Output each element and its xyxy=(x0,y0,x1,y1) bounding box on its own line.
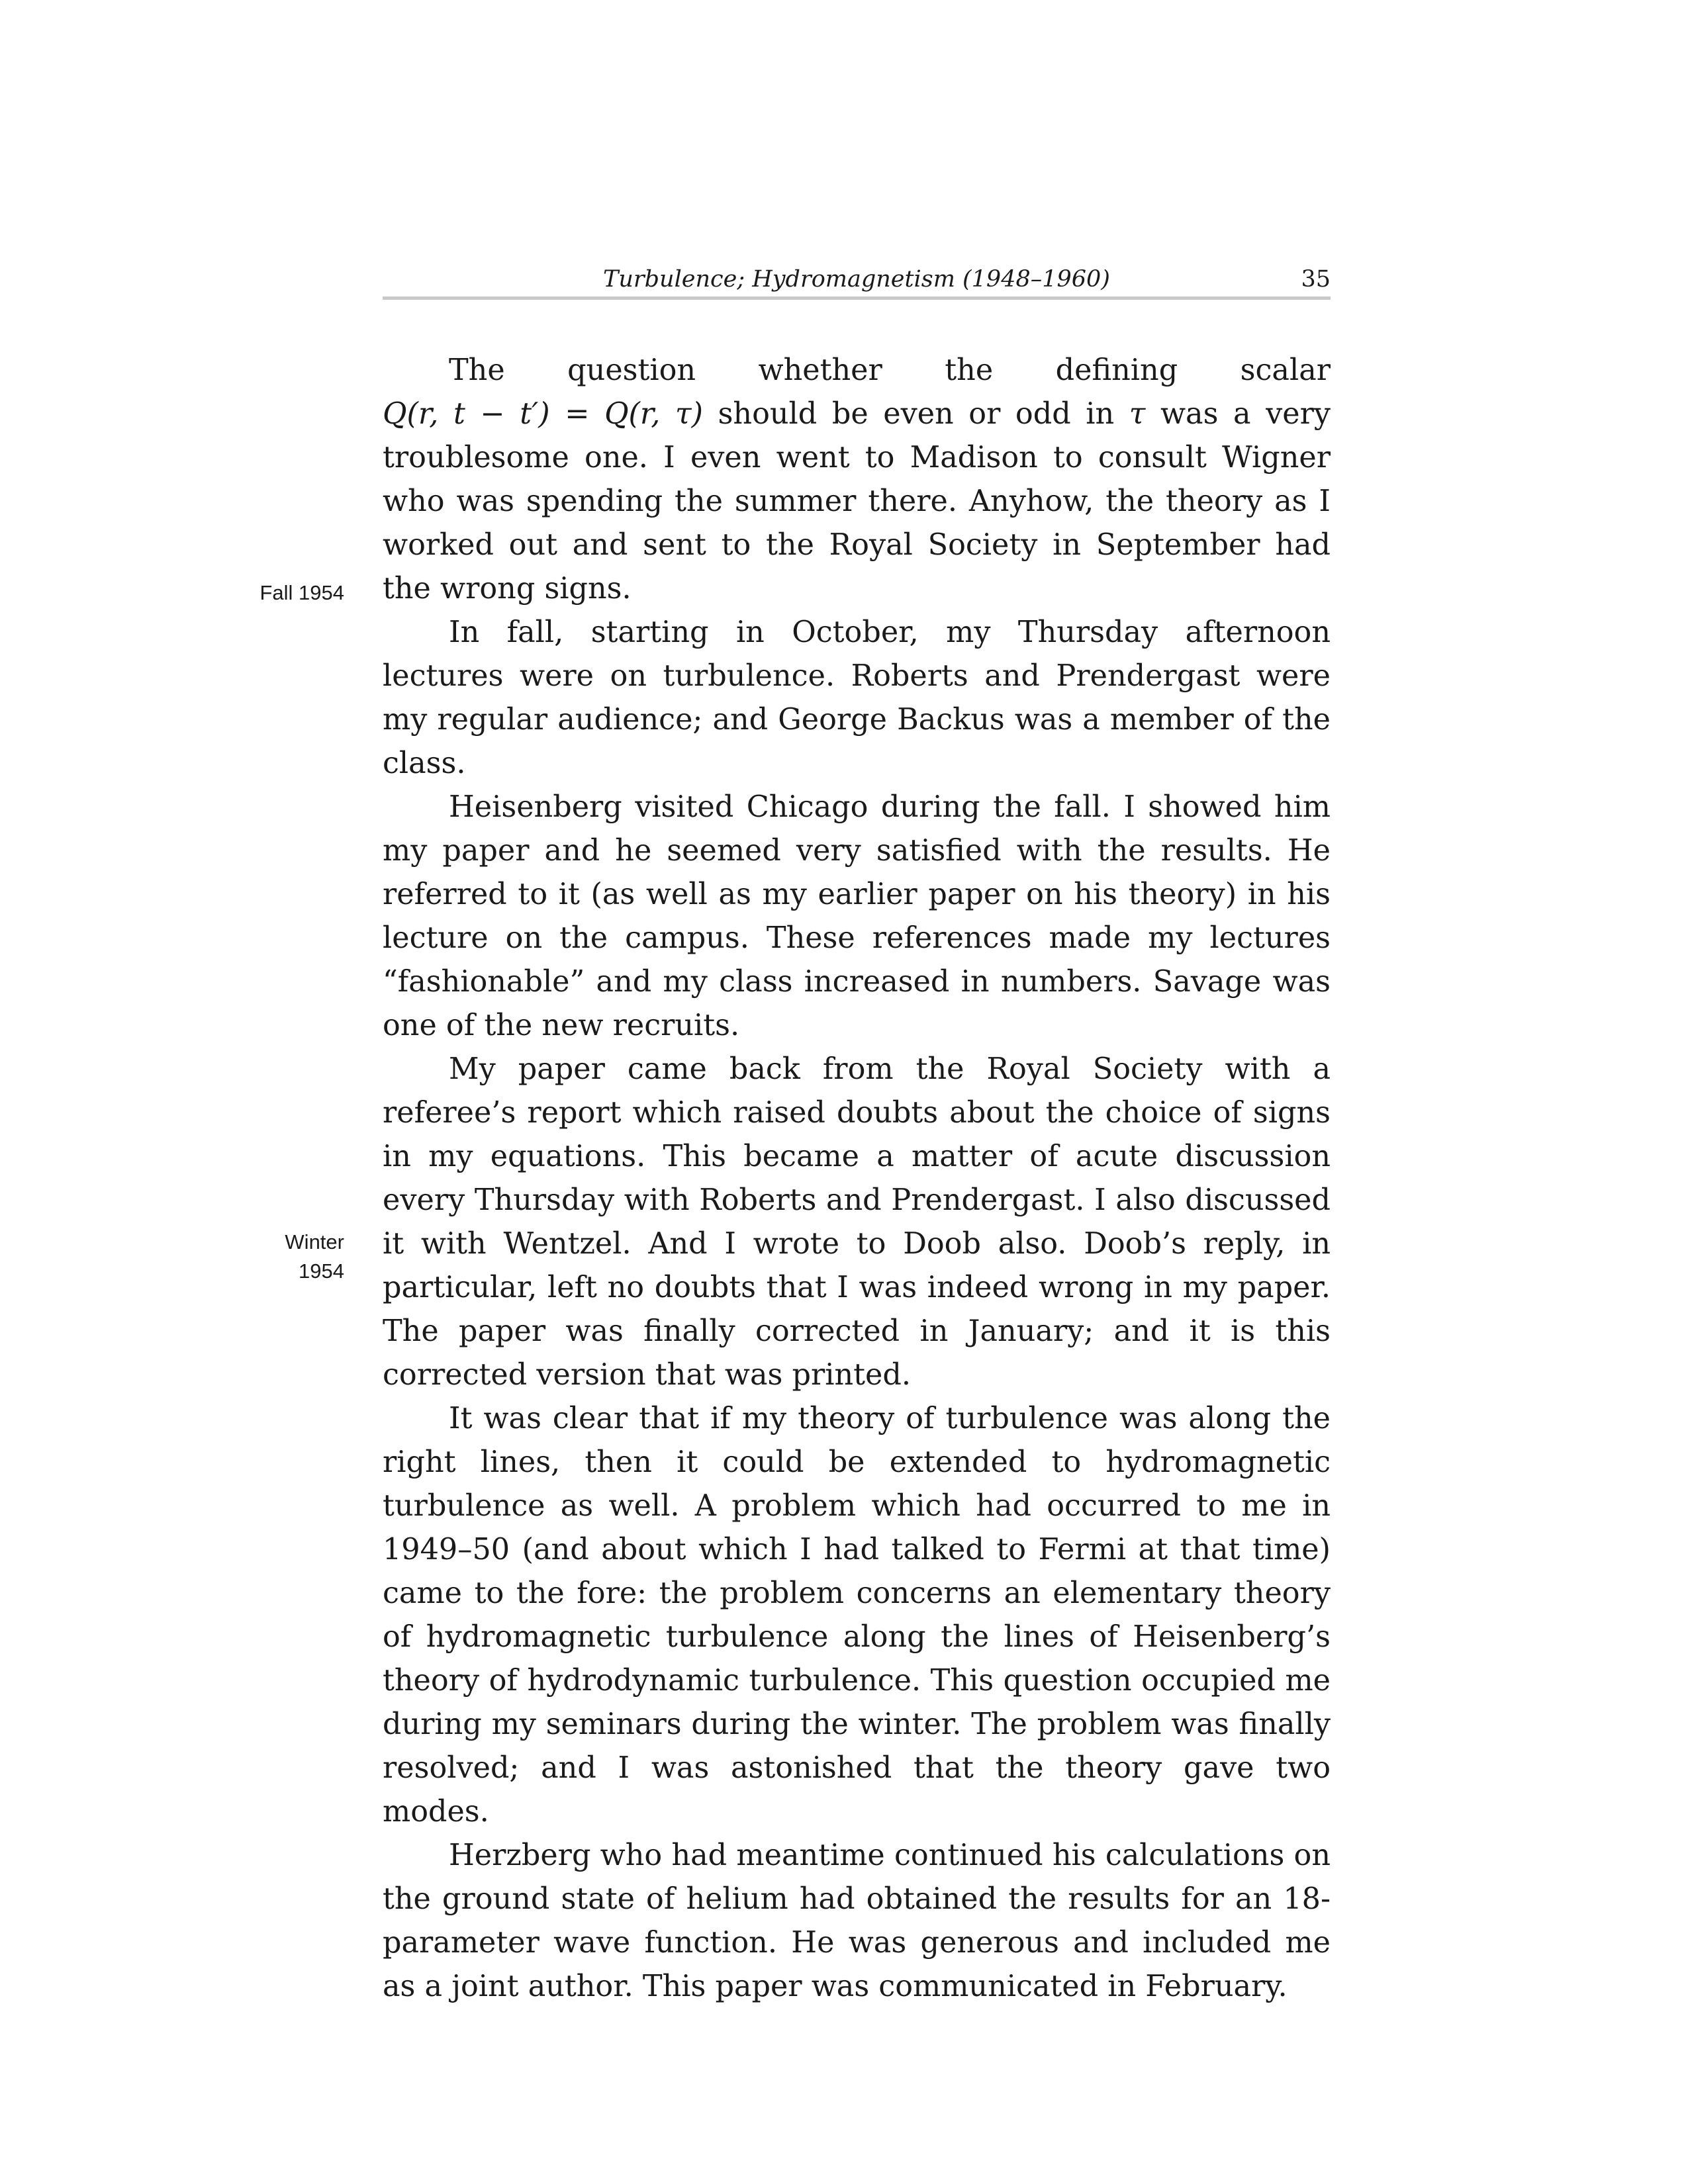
margin-note-fall-1954: Fall 1954 xyxy=(259,581,344,604)
math-tau: τ xyxy=(1129,397,1146,431)
paragraph-5: It was clear that if my theory of turbulence was along the right lines, then it could be extended to hydromagnetic turbulence as well. A problem which had occurred to me in 1949–50 (and about which I had talked to Fermi at that time) came to the fore: the problem concerns an elementary theory of hydromagnetic turbulence along the lines of Heisenberg’s theory of hydrodynamic turbulence. This question occupied me during my seminars during the winter. The problem was finally resolved; and I was astonished that the theory gave two modes. xyxy=(383,1402,1331,1829)
page-number: 35 xyxy=(1301,266,1331,293)
paragraph-4: My paper came back from the Royal Society with a referee’s report which raised doubts about the choice of signs in my equations. This became a matter of acute discussion every Thursday with Roberts and Prendergast. I also discussed it with Wentzel. And I wrote to Doob also. Doob’s reply, in particular, left no doubts that I was indeed wrong in my paper. The paper was finally corrected in January; and it is this corrected version that was printed. xyxy=(383,1052,1331,1392)
paragraph-1-end: was a very troublesome one. I even went to Madison to consult Wigner who was spending the summer there. Anyhow, the theory as I worked out and sent to the Royal Society in September had the wrong signs. xyxy=(383,397,1331,606)
paragraph-1 xyxy=(383,349,1331,611)
margin-note-winter-line2: 1954 xyxy=(299,1259,344,1283)
running-title: Turbulence; Hydromagnetism (1948–1960) xyxy=(603,266,1110,293)
margin-note-winter-line1: Winter xyxy=(285,1230,344,1253)
paragraph-1-start: The question whether the defining scalar xyxy=(449,353,1331,387)
paragraph-1-middle: should be even or odd in xyxy=(703,397,1129,431)
running-header xyxy=(383,263,1331,300)
paragraph-6: Herzberg who had meantime continued his calculations on the ground state of helium had obtained the results for an 18-parameter wave function. He was generous and included me as a joint author. This paper was communicated in February. xyxy=(383,1839,1331,2003)
margin-note-winter-1954 xyxy=(179,1228,344,1286)
paragraph-2: In fall, starting in October, my Thursday afternoon lectures were on turbulence. Roberts and Prendergast were my regular audience; and George Backus was a member of the class. xyxy=(383,615,1331,780)
paragraph-3: Heisenberg visited Chicago during the fall. I showed him my paper and he seemed very satisfied with the results. He referred to it (as well as my earlier paper on his theory) in his lecture on the campus. These references made my lectures “fashionable” and my class increased in numbers. Savage was one of the new recruits. xyxy=(383,790,1331,1042)
body-text xyxy=(383,349,1331,2009)
math-scalar-q: Q(r, t − t′) = Q(r, τ) xyxy=(383,397,704,431)
